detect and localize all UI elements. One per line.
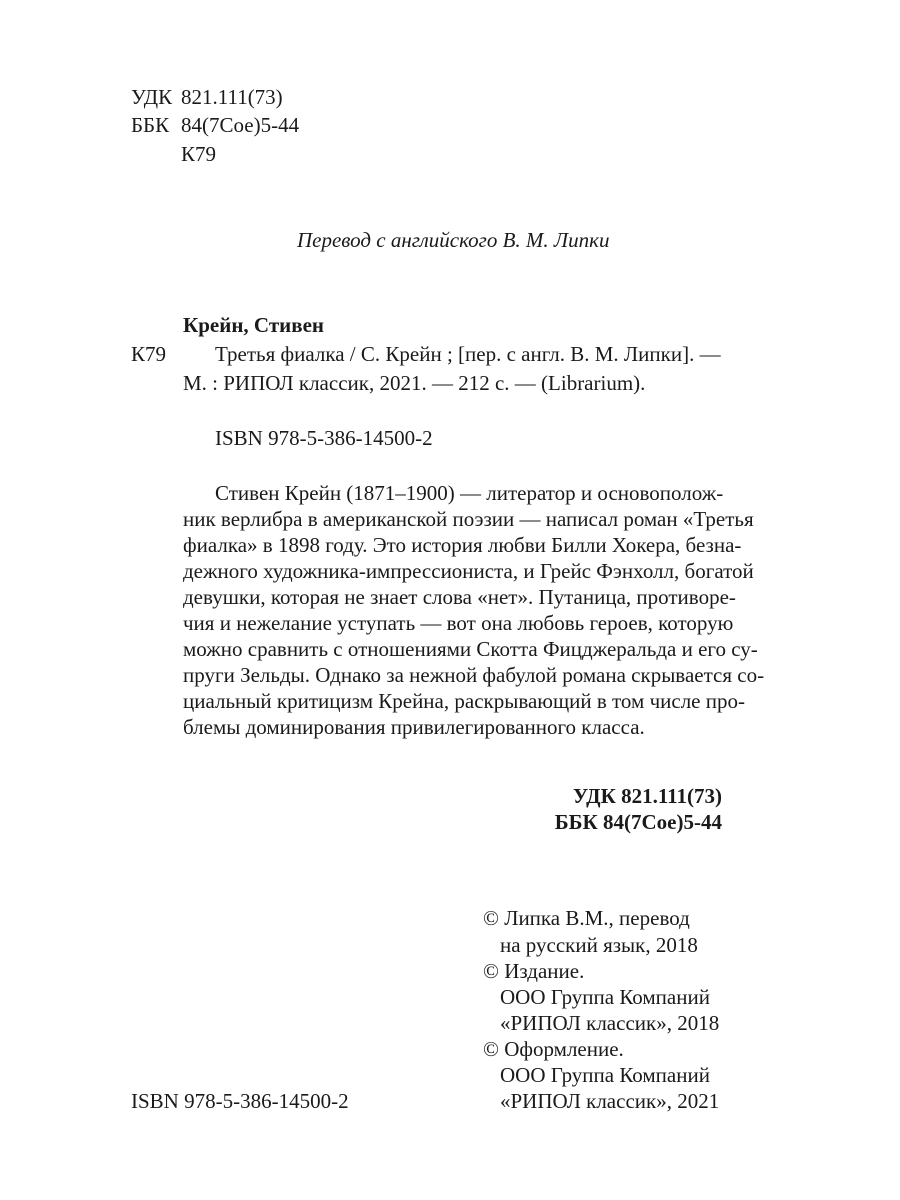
udk-label: УДК: [131, 85, 173, 109]
udk-value: 821.111(73): [181, 85, 283, 109]
copyright-line: на русский язык, 2018: [500, 933, 698, 957]
index-bbk: ББК 84(7Сое)5-44: [554, 810, 722, 834]
index-udk: УДК 821.111(73): [572, 784, 722, 808]
bib-sign: К79: [131, 342, 167, 366]
annotation-line: Стивен Крейн (1871–1900) — литератор и основополож-: [215, 481, 724, 505]
bbk-label: ББК: [131, 113, 170, 137]
bib-line-2: М. : РИПОЛ классик, 2021. — 212 с. — (Librarium).: [183, 371, 646, 395]
annotation-line: можно сравнить с отношениями Скотта Фицджеральда и его су-: [183, 637, 758, 661]
copyright-line: «РИПОЛ классик», 2018: [500, 1011, 720, 1035]
translator-note: Перевод с английского В. М. Липки: [297, 228, 610, 252]
annotation-line: чия и нежелание уступать — вот она любовь героев, которую: [183, 611, 734, 635]
copyright-line: © Издание.: [483, 959, 585, 983]
copyright-line: © Оформление.: [483, 1037, 624, 1061]
copyright-line: ООО Группа Компаний: [500, 985, 710, 1009]
annotation-line: дежного художника-импрессиониста, и Грейс Фэнхолл, богатой: [183, 559, 754, 583]
udk-line: [131, 84, 283, 110]
book-author: Крейн, Стивен: [183, 313, 324, 337]
annotation-line: пруги Зельды. Однако за нежной фабулой романа скрывается со-: [183, 663, 765, 687]
annotation-line: блемы доминирования привилегированного класса.: [183, 715, 645, 739]
annotation-line: циальный критицизм Крейна, раскрывающий в том числе про-: [183, 689, 745, 713]
footer-isbn: ISBN 978-5-386-14500-2: [131, 1089, 349, 1113]
bib-isbn: ISBN 978-5-386-14500-2: [215, 426, 433, 450]
copyright-line: «РИПОЛ классик», 2021: [500, 1089, 720, 1113]
bbk-line: [131, 112, 299, 138]
author-sign: К79: [181, 142, 217, 166]
copyright-line: © Липка В.М., перевод: [483, 906, 690, 930]
bbk-value: 84(7Сое)5-44: [181, 113, 300, 137]
annotation-line: фиалка» в 1898 году. Это история любви Билли Хокера, безна-: [183, 533, 742, 557]
bib-line-1: Третья фиалка / С. Крейн ; [пер. с англ. В. М. Липки]. —: [215, 342, 721, 366]
annotation-line: девушки, которая не знает слова «нет». Путаница, противоре-: [183, 585, 736, 609]
annotation-line: ник верлибра в американской поэзии — написал роман «Третья: [183, 507, 754, 531]
copyright-line: ООО Группа Компаний: [500, 1063, 710, 1087]
